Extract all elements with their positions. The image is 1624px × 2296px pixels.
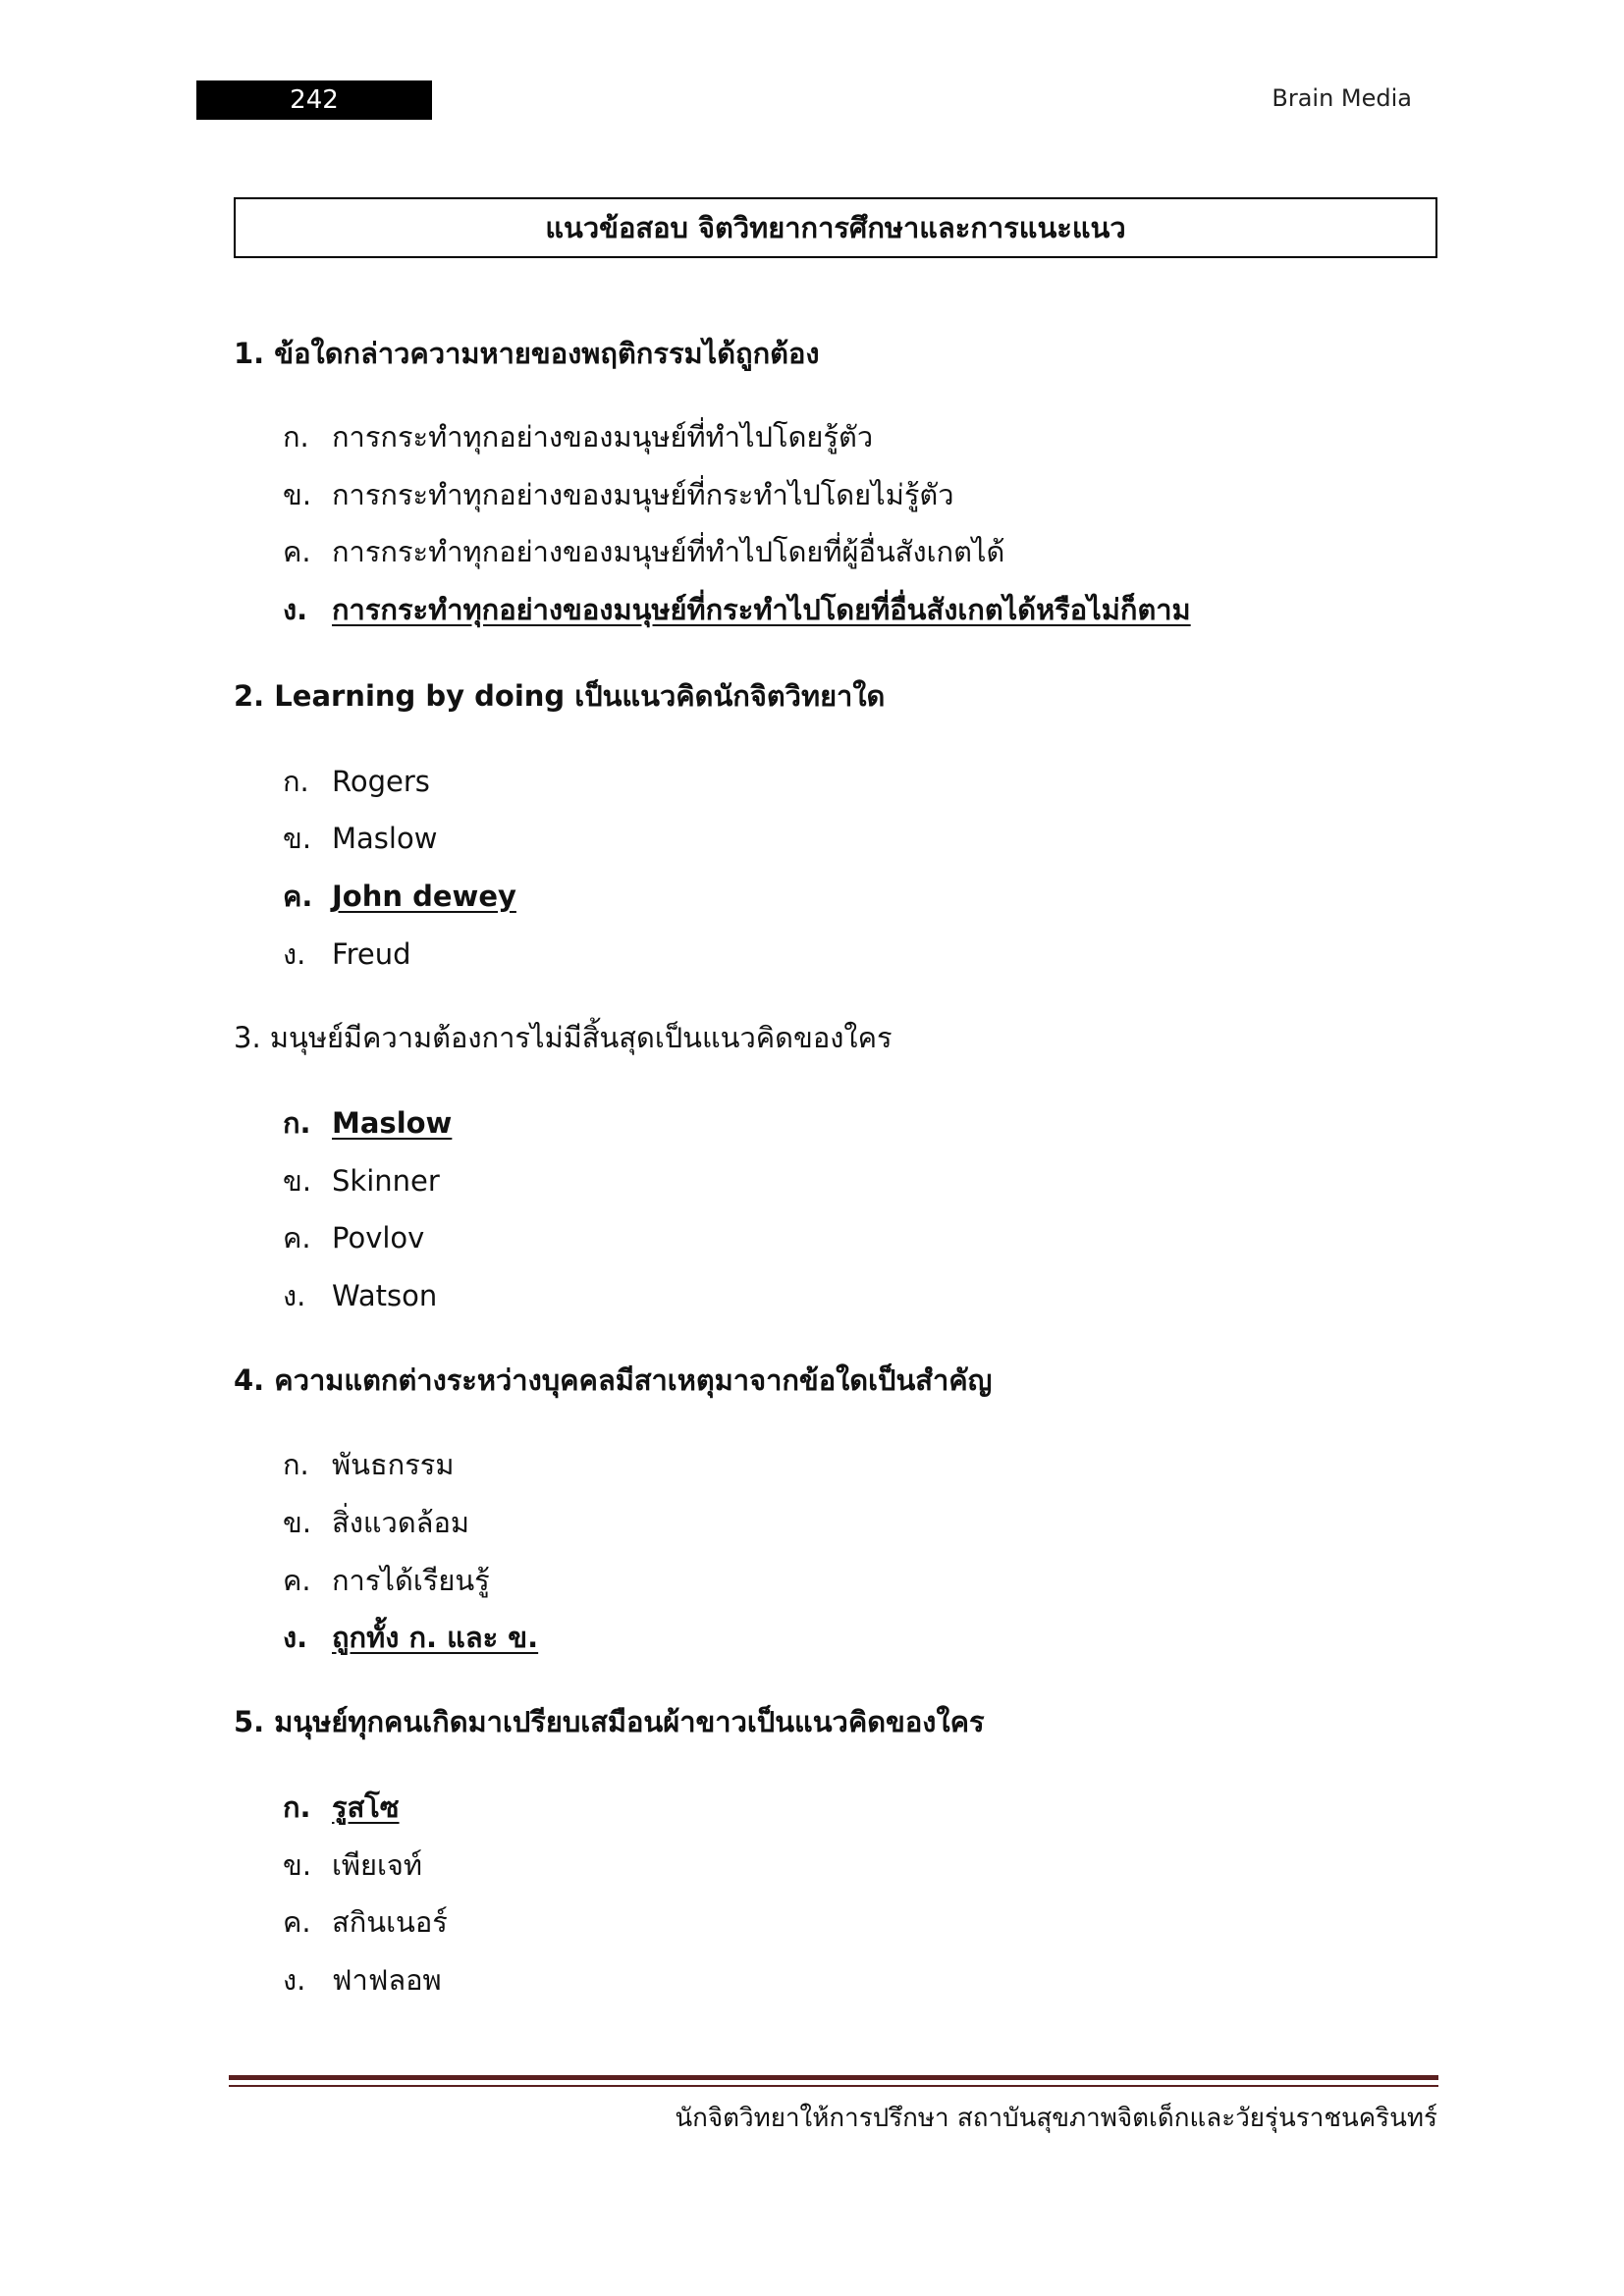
question-5-option-a-correct — [283, 1788, 400, 1827]
question-1-option-c — [283, 532, 1004, 571]
question-4-option-c — [283, 1561, 490, 1600]
option-text: การกระทำทุกอย่างของมนุษย์ที่ทำไปโดยที่ผู้อื่นสังเกตได้ — [332, 535, 1005, 568]
option-text: Skinner — [332, 1164, 440, 1198]
option-letter: ก. — [283, 1448, 309, 1481]
question-5-option-b — [283, 1845, 422, 1885]
option-letter: ง. — [283, 1279, 306, 1312]
option-text: ถูกทั้ง ก. และ ข. — [332, 1621, 539, 1654]
question-2-option-c-correct — [283, 877, 516, 916]
option-text: การกระทำทุกอย่างของมนุษย์ที่กระทำไปโดยที่อื่นสังเกตได้หรือไม่ก็ตาม — [332, 593, 1191, 626]
option-text: การกระทำทุกอย่างของมนุษย์ที่ทำไปโดยรู้ตัว — [332, 420, 874, 454]
question-1: 1. ข้อใดกล่าวความหายของพฤติกรรมได้ถูกต้อง — [234, 337, 820, 370]
option-text: สกินเนอร์ — [332, 1905, 448, 1939]
question-3-option-a-correct — [283, 1103, 452, 1143]
option-letter: ก. — [283, 765, 309, 798]
page-number: 242 — [196, 80, 432, 120]
question-2: 2. Learning by doing เป็นแนวคิดนักจิตวิทยาใด — [234, 679, 886, 713]
option-text: รูสโซ — [332, 1790, 400, 1824]
option-text: ฟาฟลอพ — [332, 1963, 442, 1997]
option-text: Povlov — [332, 1221, 425, 1255]
option-letter: ก. — [283, 1106, 311, 1140]
question-3: 3. มนุษย์มีความต้องการไม่มีสิ้นสุดเป็นแนวคิดของใคร — [234, 1021, 893, 1054]
question-2-option-b — [283, 819, 437, 858]
option-letter: ก. — [283, 1790, 311, 1824]
option-text: การกระทำทุกอย่างของมนุษย์ที่กระทำไปโดยไม่รู้ตัว — [332, 478, 954, 511]
option-text: John dewey — [332, 880, 516, 913]
question-4-option-a — [283, 1445, 454, 1484]
question-3-option-b — [283, 1161, 440, 1201]
option-text: Freud — [332, 937, 411, 971]
question-2-option-a — [283, 762, 430, 801]
option-letter: ค. — [283, 1905, 311, 1939]
header-brand: Brain Media — [1272, 84, 1412, 112]
option-text: Rogers — [332, 765, 430, 798]
option-letter: ง. — [283, 593, 308, 626]
option-text: Maslow — [332, 1106, 453, 1140]
option-letter: ค. — [283, 1221, 311, 1255]
question-4-option-b — [283, 1503, 469, 1542]
question-5: 5. มนุษย์ทุกคนเกิดมาเปรียบเสมือนผ้าขาวเป็นแนวคิดของใคร — [234, 1705, 985, 1738]
option-text: สิ่งแวดล้อม — [332, 1506, 469, 1539]
question-4: 4. ความแตกต่างระหว่างบุคคลมีสาเหตุมาจากข้อใดเป็นสำคัญ — [234, 1363, 993, 1397]
option-letter: ง. — [283, 1963, 306, 1997]
question-1-option-d-correct — [283, 590, 1191, 629]
option-letter: ข. — [283, 822, 312, 855]
question-3-option-c — [283, 1218, 424, 1257]
question-3-option-d — [283, 1276, 437, 1315]
option-letter: ค. — [283, 880, 313, 913]
question-4-option-d-correct — [283, 1618, 538, 1657]
option-letter: ค. — [283, 1564, 311, 1597]
option-text: Maslow — [332, 822, 438, 855]
option-text: เพียเจท์ — [332, 1848, 423, 1882]
option-letter: ข. — [283, 1848, 312, 1882]
footer-divider — [229, 2075, 1438, 2080]
option-letter: ก. — [283, 420, 309, 454]
option-letter: ข. — [283, 478, 312, 511]
option-letter: ง. — [283, 1621, 308, 1654]
option-letter: ข. — [283, 1506, 312, 1539]
option-letter: ค. — [283, 535, 311, 568]
option-text: Watson — [332, 1279, 438, 1312]
page-title — [234, 197, 1437, 258]
option-text: การได้เรียนรู้ — [332, 1564, 490, 1597]
question-2-option-d — [283, 934, 411, 974]
page-title-text: แนวข้อสอบ จิตวิทยาการศึกษาและการแนะแนว — [545, 211, 1126, 244]
footer-text: นักจิตวิทยาให้การปรึกษา สถาบันสุขภาพจิตเด็กและวัยรุ่นราชนครินทร์ — [675, 2104, 1437, 2133]
question-5-option-d — [283, 1960, 442, 2000]
footer-divider-thin — [229, 2085, 1438, 2087]
option-letter: ข. — [283, 1164, 312, 1198]
question-5-option-c — [283, 1902, 448, 1942]
option-text: พันธกรรม — [332, 1448, 455, 1481]
question-1-option-a — [283, 417, 873, 456]
question-1-option-b — [283, 475, 954, 514]
option-letter: ง. — [283, 937, 306, 971]
